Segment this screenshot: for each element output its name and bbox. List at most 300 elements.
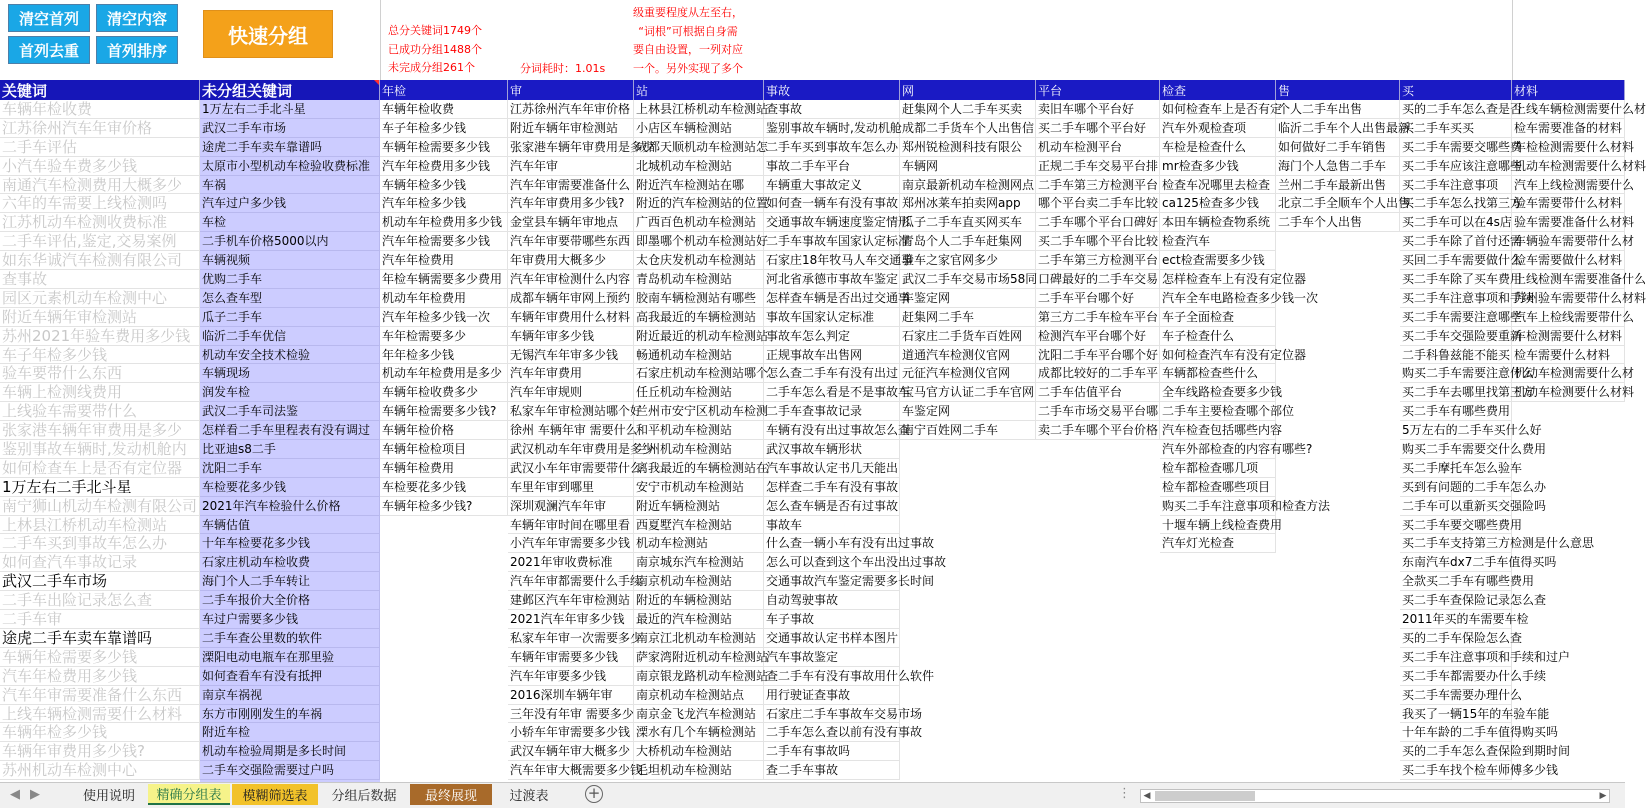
scroll-right-icon[interactable]: ▶ — [1599, 791, 1607, 801]
column-header[interactable]: 关键词 — [0, 80, 200, 100]
table-cell[interactable]: 车辆年审多少钱 — [508, 327, 634, 346]
table-cell[interactable]: 汽车年审要带哪些东西 — [508, 232, 634, 251]
table-cell[interactable]: 验车之家官网多少 — [900, 251, 1036, 270]
table-cell[interactable]: 二手车买到事故车怎么办 — [0, 534, 200, 553]
table-cell[interactable]: 二手车个人出售 — [1276, 213, 1400, 232]
table-cell[interactable]: 怎么查二手车有没有出过 — [764, 364, 900, 383]
table-cell[interactable]: 石家庄机动车检测站哪个 — [634, 364, 764, 383]
table-cell[interactable]: 买二手车可以在4s店 — [1400, 213, 1512, 232]
table-cell[interactable]: 车辆都检查些什么 — [1160, 364, 1276, 383]
table-cell[interactable]: 汽车年检多少钱一次 — [380, 308, 508, 327]
table-cell[interactable]: 郑州锐检测科技有限公 — [900, 138, 1036, 157]
table-cell[interactable]: 私家车年审一次需要多少 — [508, 629, 634, 648]
table-cell[interactable]: 个人二手车出售 — [1276, 100, 1400, 119]
table-cell[interactable]: 车辆验车需要带什么材 — [1512, 232, 1625, 251]
table-cell[interactable]: 二手车怎么看是不是事故车 — [764, 383, 900, 402]
table-cell[interactable]: 卖旧车哪个平台好 — [1036, 100, 1160, 119]
table-cell[interactable]: 年检车辆需要多少费用 — [380, 270, 508, 289]
table-cell[interactable]: 二手车事故车国家认定标准 — [764, 232, 900, 251]
table-cell[interactable]: 如东华诚汽车检测有限公司 — [0, 251, 200, 270]
table-cell[interactable]: 二手车出险记录怎么查 — [0, 591, 200, 610]
table-cell[interactable]: 检车需要做什么材料 — [1512, 251, 1625, 270]
table-cell[interactable]: 交通事故汽车鉴定需要多长时间 — [764, 572, 900, 591]
table-cell[interactable]: 车鉴定网 — [900, 289, 1036, 308]
table-cell[interactable]: ca125检查多少钱 — [1160, 194, 1276, 213]
table-cell[interactable]: 车子全面检查 — [1160, 308, 1276, 327]
tab-final-display[interactable]: 最终展现 — [410, 784, 492, 805]
table-cell[interactable]: 本田车辆检查物系统 — [1160, 213, 1276, 232]
table-cell[interactable]: 途虎二手车卖车靠谱吗 — [200, 138, 380, 157]
table-cell[interactable]: 买回二手车需要做什么 — [1400, 251, 1512, 270]
table-cell[interactable]: 买二手车除了买车费用 — [1400, 270, 1512, 289]
table-cell[interactable]: 私家车年审检测站哪个好 — [508, 402, 634, 421]
table-cell[interactable]: 二手车交强险需要过户吗 — [200, 761, 380, 780]
table-cell[interactable]: 查二手车有没有事故用什么软件 — [764, 667, 900, 686]
table-cell[interactable]: 六年的车需要上线检测吗 — [0, 194, 200, 213]
table-cell[interactable]: 检车都检查哪几项 — [1160, 459, 1276, 478]
table-cell[interactable]: 买二手车需要办理什么 — [1400, 686, 1512, 705]
table-cell[interactable]: 买的二手车保险怎么查 — [1400, 629, 1512, 648]
table-cell[interactable]: 如何查汽车事故记录 — [0, 553, 200, 572]
table-cell[interactable]: 全车线路检查要多少钱 — [1160, 383, 1276, 402]
table-cell[interactable]: 兰州机动车检测站 — [634, 440, 764, 459]
table-cell[interactable]: 车辆年检收费多少 — [380, 383, 508, 402]
table-cell[interactable]: 郑州冰莱车拍卖网app — [900, 194, 1036, 213]
table-cell[interactable]: 事故车怎么判定 — [764, 327, 900, 346]
column-header[interactable]: 审 — [508, 80, 634, 100]
table-cell[interactable]: 海门个人二手车转让 — [200, 572, 380, 591]
table-cell[interactable]: 润发车检 — [200, 383, 380, 402]
table-cell[interactable]: 车辆网 — [900, 157, 1036, 176]
sort-first-column-button[interactable]: 首列排序 — [96, 36, 178, 64]
table-cell[interactable]: 西夏墅汽车检测站 — [634, 516, 764, 535]
table-cell[interactable]: 第三方二手车检车平台 — [1036, 308, 1160, 327]
table-cell[interactable]: 汽车检查包括哪些内容 — [1160, 421, 1276, 440]
table-cell[interactable]: 赶集网个人二手车买卖 — [900, 100, 1036, 119]
table-cell[interactable]: 车辆重大事故定义 — [764, 176, 900, 195]
table-cell[interactable]: 青岛个人二手车赶集网 — [900, 232, 1036, 251]
table-cell[interactable]: 和平机动车检测站 — [634, 421, 764, 440]
table-cell[interactable]: 买二手车哪个平台好 — [1036, 119, 1160, 138]
table-cell[interactable]: 南京银龙路机动车检测站 — [634, 667, 764, 686]
table-cell[interactable]: 汽车年审检测什么内容 — [508, 270, 634, 289]
table-cell[interactable]: 交通事故认定书样本图片 — [764, 629, 900, 648]
table-cell[interactable]: 苏州验车需要带什么材料 — [1512, 289, 1625, 308]
table-cell[interactable]: 江苏徐州汽车年审价格 — [0, 119, 200, 138]
table-cell[interactable]: 机动车检测需要什么材 — [1512, 364, 1625, 383]
table-cell[interactable]: 畅通机动车检测站 — [634, 346, 764, 365]
table-cell[interactable]: 二手车查公里数的软件 — [200, 629, 380, 648]
table-cell[interactable]: 汽车年审要多少钱 — [508, 667, 634, 686]
table-cell[interactable]: 如何检查车上是否有定位器 — [0, 459, 200, 478]
table-cell[interactable]: 沈阳二手车平台哪个好 — [1036, 346, 1160, 365]
table-cell[interactable]: 买二手车注意事项和手续 — [1400, 289, 1512, 308]
table-cell[interactable]: 武汉二手车市场 — [0, 572, 200, 591]
table-cell[interactable]: 高我最近的车辆检测站 — [634, 308, 764, 327]
clear-content-button[interactable]: 清空内容 — [96, 4, 178, 32]
table-cell[interactable]: 买二手车哪个平台比较 — [1036, 232, 1160, 251]
table-cell[interactable]: 二手车主要检查哪个部位 — [1160, 402, 1276, 421]
table-cell[interactable]: 宝马官方认证二手车官网 — [900, 383, 1036, 402]
table-cell[interactable]: 十堰车辆上线检查费用 — [1160, 516, 1276, 535]
table-cell[interactable]: 什么查一辆小车有没有出过事故 — [764, 534, 900, 553]
table-cell[interactable]: 金堂县车辆年审地点 — [508, 213, 634, 232]
table-cell[interactable]: 5万左右的二手车买什么好 — [1400, 421, 1512, 440]
table-cell[interactable]: 车检 — [200, 213, 380, 232]
table-cell[interactable]: 南宁百姓网二手车 — [900, 421, 1036, 440]
table-cell[interactable]: 交通事故车辆速度鉴定情形 — [764, 213, 900, 232]
table-cell[interactable]: 查事故 — [0, 270, 200, 289]
table-cell[interactable]: 附近车辆年审检测站 — [0, 308, 200, 327]
table-cell[interactable]: 机动车安全技术检验 — [200, 346, 380, 365]
table-cell[interactable]: 自动驾驶事故 — [764, 591, 900, 610]
table-cell[interactable]: 车检检测需要什么材料 — [1512, 138, 1625, 157]
table-cell[interactable]: 十年车龄的二手车值得购买吗 — [1400, 723, 1512, 742]
table-cell[interactable]: 买二手车需要注意哪些 — [1400, 308, 1512, 327]
table-cell[interactable]: 机动车年检费用是多少 — [380, 364, 508, 383]
table-cell[interactable]: 怎样查二手车有没有事故 — [764, 478, 900, 497]
table-cell[interactable]: 江苏徐州汽车年审价格 — [508, 100, 634, 119]
table-cell[interactable]: 南京最新机动车检测网点 — [900, 176, 1036, 195]
column-header[interactable]: 事故 — [764, 80, 900, 100]
table-cell[interactable]: 二手车第三方检测平台 — [1036, 251, 1160, 270]
table-cell[interactable]: 二手车市场交易平台哪 — [1036, 402, 1160, 421]
table-cell[interactable]: 买二手车买买 — [1400, 119, 1512, 138]
tab-transition[interactable]: 过渡表 — [509, 789, 549, 804]
table-cell[interactable]: 胶南车辆检测站有哪些 — [634, 289, 764, 308]
table-cell[interactable]: 车子检查什么 — [1160, 327, 1276, 346]
table-cell[interactable]: 车辆年检多少钱 — [0, 723, 200, 742]
table-cell[interactable]: 车辆年检需要多少钱 — [0, 648, 200, 667]
table-cell[interactable]: 南通汽车检测费用大概多少 — [0, 176, 200, 195]
table-cell[interactable]: 车辆年检多少钱 — [380, 176, 508, 195]
column-header[interactable]: 未分组关键词 — [200, 80, 380, 100]
table-cell[interactable]: 正规事故车出售网 — [764, 346, 900, 365]
table-cell[interactable]: 如何检查汽车有没有定位器 — [1160, 346, 1276, 365]
table-cell[interactable]: 即墨哪个机动车检测站好 — [634, 232, 764, 251]
table-cell[interactable]: 二手车平台哪个好 — [1036, 289, 1160, 308]
table-cell[interactable]: 车辆年检多少钱? — [380, 497, 508, 516]
table-cell[interactable]: 上线车辆检测需要什么材 — [1512, 100, 1625, 119]
table-cell[interactable]: 武汉二手车市场 — [200, 119, 380, 138]
prev-sheet-icon[interactable]: ◀ — [10, 787, 20, 802]
table-cell[interactable]: 十年车检要花多少钱 — [200, 534, 380, 553]
table-cell[interactable]: 2021年汽车检验什么价格 — [200, 497, 380, 516]
table-cell[interactable]: 买二手车怎么找第三方 — [1400, 194, 1512, 213]
table-cell[interactable]: 买二手车去哪里找第三方 — [1400, 383, 1512, 402]
table-cell[interactable]: 车子年检多少钱 — [0, 346, 200, 365]
table-cell[interactable]: 汽车事故认定书几天能出 — [764, 459, 900, 478]
table-cell[interactable]: 汽车年检多少钱 — [380, 194, 508, 213]
table-cell[interactable]: 汽车过户多少钱 — [200, 194, 380, 213]
table-cell[interactable]: 武汉二手车司法鉴 — [200, 402, 380, 421]
clear-first-column-button[interactable]: 清空首列 — [8, 4, 90, 32]
table-cell[interactable]: 2021汽车年审多少钱 — [508, 610, 634, 629]
table-cell[interactable]: 临沂二手车个人出售最新 — [1276, 119, 1400, 138]
table-cell[interactable]: 南京机动车检测站 — [634, 572, 764, 591]
table-cell[interactable]: 小店区车辆检测站 — [634, 119, 764, 138]
table-cell[interactable]: 1万左右二手北斗星 — [0, 478, 200, 497]
table-cell[interactable]: 上林县江桥机动车检测站 — [0, 516, 200, 535]
table-cell[interactable]: 三年没有年审 需要多少 — [508, 705, 634, 724]
table-cell[interactable]: 事故二手车平台 — [764, 157, 900, 176]
table-cell[interactable]: 买二手车都需要办什么手续 — [1400, 667, 1512, 686]
table-cell[interactable]: 武汉车辆年审大概多少 — [508, 742, 634, 761]
table-cell[interactable]: 车子事故 — [764, 610, 900, 629]
table-cell[interactable]: ect检查需要多少钱 — [1160, 251, 1276, 270]
table-cell[interactable]: 车里年审到哪里 — [508, 478, 634, 497]
table-cell[interactable]: 汽车年审 — [508, 157, 634, 176]
table-cell[interactable]: 年年检多少钱 — [380, 346, 508, 365]
table-cell[interactable]: 车辆估值 — [200, 516, 380, 535]
scroll-left-icon[interactable]: ◀ — [1143, 791, 1151, 801]
table-cell[interactable]: 检车需要什么材料 — [1512, 346, 1625, 365]
table-cell[interactable]: 机动车检验周期是多长时间 — [200, 742, 380, 761]
table-cell[interactable]: 怎样查车辆是否出过交通事 — [764, 289, 900, 308]
column-header[interactable]: 站 — [634, 80, 764, 100]
table-cell[interactable]: 太原市小型机动车检验收费标准 — [200, 157, 380, 176]
table-cell[interactable]: 南京车祸视 — [200, 686, 380, 705]
table-cell[interactable]: 江苏机动车检测收费标准 — [0, 213, 200, 232]
table-cell[interactable]: 检车都检查哪些项目 — [1160, 478, 1276, 497]
table-cell[interactable]: 车辆年检收费 — [0, 100, 200, 119]
table-cell[interactable]: 汽车年检需要多少钱 — [380, 232, 508, 251]
tab-exact-group[interactable]: 精确分组表 — [148, 784, 230, 805]
table-cell[interactable]: 机动车年检费用多少钱 — [380, 213, 508, 232]
table-cell[interactable]: 买二手车注意事项 — [1400, 176, 1512, 195]
table-cell[interactable]: 汽车年审大概需要多少钱 — [508, 761, 634, 780]
column-header[interactable]: 平台 — [1036, 80, 1160, 100]
table-cell[interactable]: 汽车上线检测需要什么 — [1512, 176, 1625, 195]
table-cell[interactable]: 哪个平台卖二手车比较 — [1036, 194, 1160, 213]
table-cell[interactable]: 汽车外部检查的内容有哪些? — [1160, 440, 1276, 459]
table-cell[interactable]: 机动车年检费用 — [380, 289, 508, 308]
table-cell[interactable]: 二手车第三方检测平台 — [1036, 176, 1160, 195]
table-cell[interactable]: 全款买二手车有哪些费用 — [1400, 572, 1512, 591]
table-cell[interactable]: 如何查一辆车有没有事故 — [764, 194, 900, 213]
table-cell[interactable]: 检查汽车 — [1160, 232, 1276, 251]
table-cell[interactable]: 查二手车事故 — [764, 761, 900, 780]
table-cell[interactable]: 附近车辆检测站 — [634, 497, 764, 516]
table-cell[interactable]: 武汉小车年审需要带什么 — [508, 459, 634, 478]
quick-group-button[interactable]: 快速分组 — [203, 10, 333, 58]
table-cell[interactable]: 南京金飞龙汽车检测站 — [634, 705, 764, 724]
table-cell[interactable]: 车检是检查什么 — [1160, 138, 1276, 157]
table-cell[interactable]: 兰州二手车最新出售 — [1276, 176, 1400, 195]
table-cell[interactable]: 如何查看车有没有抵押 — [200, 667, 380, 686]
table-cell[interactable]: 北京二手全顺车个人出售 — [1276, 194, 1400, 213]
table-cell[interactable]: 武汉机动车年审费用是多少 — [508, 440, 634, 459]
table-cell[interactable]: 验车需要带什么材料 — [1512, 194, 1625, 213]
table-cell[interactable]: 海门个人急售二手车 — [1276, 157, 1400, 176]
table-cell[interactable]: 汽车年审需要准备什么东西 — [0, 686, 200, 705]
table-cell[interactable]: 安宁市机动车检测站 — [634, 478, 764, 497]
table-cell[interactable]: 园区元素机动车检测中心 — [0, 289, 200, 308]
table-cell[interactable]: 赶集网二手车 — [900, 308, 1036, 327]
table-cell[interactable]: 二手车查事故记录 — [764, 402, 900, 421]
table-cell[interactable]: 正规二手车交易平台排 — [1036, 157, 1160, 176]
table-cell[interactable]: 买二手车支持第三方检测是什么意思 — [1400, 534, 1512, 553]
table-cell[interactable]: 河北省承德市事故车鉴定 — [764, 270, 900, 289]
table-cell[interactable]: 二手车估值平台 — [1036, 383, 1160, 402]
table-cell[interactable]: 用行驶证查事故 — [764, 686, 900, 705]
table-cell[interactable]: 南京机动车检测站点 — [634, 686, 764, 705]
column-header[interactable]: 材料 — [1512, 80, 1625, 100]
table-cell[interactable]: 比亚迪s8二手 — [200, 440, 380, 459]
table-cell[interactable]: 购买二手车注意事项和检查方法 — [1160, 497, 1276, 516]
table-cell[interactable]: 买的二手车怎么查保险到期时间 — [1400, 742, 1512, 761]
table-cell[interactable]: 毛坦机动车检测站 — [634, 761, 764, 780]
table-cell[interactable]: 二手机车价格5000以内 — [200, 232, 380, 251]
table-cell[interactable]: 车辆年检检项目 — [380, 440, 508, 459]
table-cell[interactable]: 二手科鲁兹能不能买 — [1400, 346, 1512, 365]
table-cell[interactable]: 口碑最好的二手车交易 — [1036, 270, 1160, 289]
table-cell[interactable]: 怎么查车型 — [200, 289, 380, 308]
next-sheet-icon[interactable]: ▶ — [30, 787, 40, 802]
table-cell[interactable]: 上线车辆检测需要什么材料 — [0, 705, 200, 724]
table-cell[interactable]: 验车需要准备什么材料 — [1512, 213, 1625, 232]
table-cell[interactable]: 二手车可以重新买交强险吗 — [1400, 497, 1512, 516]
column-header[interactable]: 售 — [1276, 80, 1400, 100]
table-cell[interactable]: 1万左右二手北斗星 — [200, 100, 380, 119]
table-cell[interactable]: 离我最近的车辆检测站在 — [634, 459, 764, 478]
column-header[interactable]: 年检 — [380, 80, 508, 100]
table-cell[interactable]: 苏州2021年验车费用多少钱 — [0, 327, 200, 346]
more-icon[interactable]: ⋮ — [1118, 786, 1131, 801]
table-cell[interactable]: 车辆年检需要多少钱? — [380, 402, 508, 421]
table-cell[interactable]: 车辆年审需要多少钱 — [508, 648, 634, 667]
table-cell[interactable]: 购买二手车需要注意什么 — [1400, 364, 1512, 383]
table-cell[interactable]: 检车需要准备的材料 — [1512, 119, 1625, 138]
table-cell[interactable]: 小轿车年审需要多少钱 — [508, 723, 634, 742]
table-cell[interactable]: 深圳观澜汽车年审 — [508, 497, 634, 516]
table-cell[interactable]: 徐州 车辆年审 需要什么 — [508, 421, 634, 440]
table-cell[interactable]: 车辆年检价格 — [380, 421, 508, 440]
tab-instructions[interactable]: 使用说明 — [82, 789, 135, 804]
table-cell[interactable]: 临沂二手车优信 — [200, 327, 380, 346]
table-cell[interactable]: 车辆视频 — [200, 251, 380, 270]
table-cell[interactable]: 机动车检测要什么材料 — [1512, 383, 1625, 402]
table-cell[interactable]: 成都比较好的二手车平 — [1036, 364, 1160, 383]
table-cell[interactable]: 沈阳二手车 — [200, 459, 380, 478]
table-cell[interactable]: 石家庄机动车检收费 — [200, 553, 380, 572]
table-cell[interactable]: 优购二手车 — [200, 270, 380, 289]
table-cell[interactable]: 小汽车验车费多少钱 — [0, 157, 200, 176]
table-cell[interactable]: 怎么可以查到这个车出没出过事故 — [764, 553, 900, 572]
table-cell[interactable]: 石家庄二手车事故车交易市场 — [764, 705, 900, 724]
table-cell[interactable]: 2011年买的车需要车检 — [1400, 610, 1512, 629]
table-cell[interactable]: 武汉事故车辆形状 — [764, 440, 900, 459]
table-cell[interactable]: 买二手车应该注意哪些 — [1400, 157, 1512, 176]
table-cell[interactable]: 车检要花多少钱 — [380, 478, 508, 497]
table-cell[interactable]: 附近车辆年审检测站 — [508, 119, 634, 138]
table-cell[interactable]: 苏州机动车检测中心 — [0, 761, 200, 780]
table-cell[interactable]: 萨家湾附近机动车检测站 — [634, 648, 764, 667]
table-cell[interactable]: 车祸 — [200, 176, 380, 195]
table-cell[interactable]: 汽车上检线需要带什么 — [1512, 308, 1625, 327]
table-cell[interactable]: 上线检测车需要准备什么 — [1512, 270, 1625, 289]
table-cell[interactable]: 怎样检查车上有没有定位器 — [1160, 270, 1276, 289]
table-cell[interactable]: 二手车买到事故车怎么办 — [764, 138, 900, 157]
table-cell[interactable]: 建邺区汽车年审检测站 — [508, 591, 634, 610]
table-cell[interactable]: 汽车年审需要准备什么 — [508, 176, 634, 195]
table-cell[interactable]: 东方市刚刚发生的车祸 — [200, 705, 380, 724]
column-header[interactable]: 检查 — [1160, 80, 1276, 100]
table-cell[interactable]: 鉴别事故车辆时,发动机舱内 — [0, 440, 200, 459]
table-cell[interactable]: 买二手摩托车怎么验车 — [1400, 459, 1512, 478]
table-cell[interactable]: 车检测需要什么材料 — [1512, 327, 1625, 346]
table-cell[interactable]: 汽车年检费用多少钱 — [380, 157, 508, 176]
table-cell[interactable]: 买二手车有哪些费用 — [1400, 402, 1512, 421]
table-cell[interactable]: 卖二手车哪个平台价格 — [1036, 421, 1160, 440]
table-cell[interactable]: 附近的汽车检测站的位置 — [634, 194, 764, 213]
column-header[interactable]: 网 — [900, 80, 1036, 100]
table-cell[interactable]: 买二手车需要交哪些费 — [1400, 138, 1512, 157]
table-cell[interactable]: 二手车报价大全价格 — [200, 591, 380, 610]
tab-grouped-data[interactable]: 分组后数据 — [331, 789, 397, 804]
table-cell[interactable]: 查事故 — [764, 100, 900, 119]
table-cell[interactable]: 南宁狮山机动车检测有限公司 — [0, 497, 200, 516]
table-cell[interactable]: 汽车全车电路检查多少钱一次 — [1160, 289, 1276, 308]
table-cell[interactable]: 张家港车辆年审费用是多少 — [0, 421, 200, 440]
table-cell[interactable]: 溧水有几个车辆检测站 — [634, 723, 764, 742]
table-cell[interactable]: 东南汽车dx7二手车值得买吗 — [1400, 553, 1512, 572]
table-cell[interactable]: 汽车年审费用 — [508, 364, 634, 383]
table-cell[interactable]: 买二手车找个检车师傅多少钱 — [1400, 761, 1512, 780]
table-cell[interactable]: 验车要带什么东西 — [0, 364, 200, 383]
table-cell[interactable]: 瓜子二手车直买网买车 — [900, 213, 1036, 232]
table-cell[interactable]: 检查车况哪里去检查 — [1160, 176, 1276, 195]
table-cell[interactable]: 汽车年检费用 — [380, 251, 508, 270]
table-cell[interactable]: 汽车年审规则 — [508, 383, 634, 402]
table-cell[interactable]: 成都天顺机动车检测站怎 — [634, 138, 764, 157]
table-cell[interactable]: 事故车国家认定标准 — [764, 308, 900, 327]
table-cell[interactable]: 车辆有没有出过事故怎么查 — [764, 421, 900, 440]
table-cell[interactable]: 附近车检 — [200, 723, 380, 742]
table-cell[interactable]: 大桥机动车检测站 — [634, 742, 764, 761]
table-cell[interactable]: 车辆年审费用什么材料 — [508, 308, 634, 327]
table-cell[interactable]: 溧阳电动电瓶车在那里验 — [200, 648, 380, 667]
table-cell[interactable]: 买的二手车怎么查是否 — [1400, 100, 1512, 119]
table-cell[interactable]: 机动车检测平台 — [1036, 138, 1160, 157]
table-cell[interactable]: 汽车年检费用多少钱 — [0, 667, 200, 686]
scroll-thumb[interactable] — [1155, 791, 1255, 801]
table-cell[interactable]: 事故车 — [764, 516, 900, 535]
table-cell[interactable]: 成都二手货车个人出售信 — [900, 119, 1036, 138]
table-cell[interactable]: 二手车评估 — [0, 138, 200, 157]
table-cell[interactable]: 汽车灯光检查 — [1160, 534, 1276, 553]
table-cell[interactable]: 上林县江桥机动车检测站 — [634, 100, 764, 119]
table-cell[interactable]: 最近的汽车检测站 — [634, 610, 764, 629]
table-cell[interactable]: 元征汽车检测仪官网 — [900, 364, 1036, 383]
table-cell[interactable]: 瓜子二手车 — [200, 308, 380, 327]
table-cell[interactable]: 张家港车辆年审费用是多少 — [508, 138, 634, 157]
table-cell[interactable]: 北城机动车检测站 — [634, 157, 764, 176]
table-cell[interactable]: 广西百色机动车检测站 — [634, 213, 764, 232]
table-cell[interactable]: 石家庄18年牧马人车交通事 — [764, 251, 900, 270]
table-cell[interactable]: 年审费用大概多少 — [508, 251, 634, 270]
table-cell[interactable]: 南京江北机动车检测站 — [634, 629, 764, 648]
table-cell[interactable]: 车年检需要多少 — [380, 327, 508, 346]
table-cell[interactable]: 车辆年审时间在哪里看 — [508, 516, 634, 535]
table-cell[interactable]: 石家庄二手货车百姓网 — [900, 327, 1036, 346]
table-cell[interactable]: 二手车评估,鉴定,交易案例 — [0, 232, 200, 251]
table-cell[interactable]: 成都车辆年审网上预约 — [508, 289, 634, 308]
table-cell[interactable]: 如何做好二手车销售 — [1276, 138, 1400, 157]
table-cell[interactable]: 途虎二手车卖车靠谱吗 — [0, 629, 200, 648]
table-cell[interactable]: 车辆年检收费 — [380, 100, 508, 119]
table-cell[interactable]: 车辆现场 — [200, 364, 380, 383]
